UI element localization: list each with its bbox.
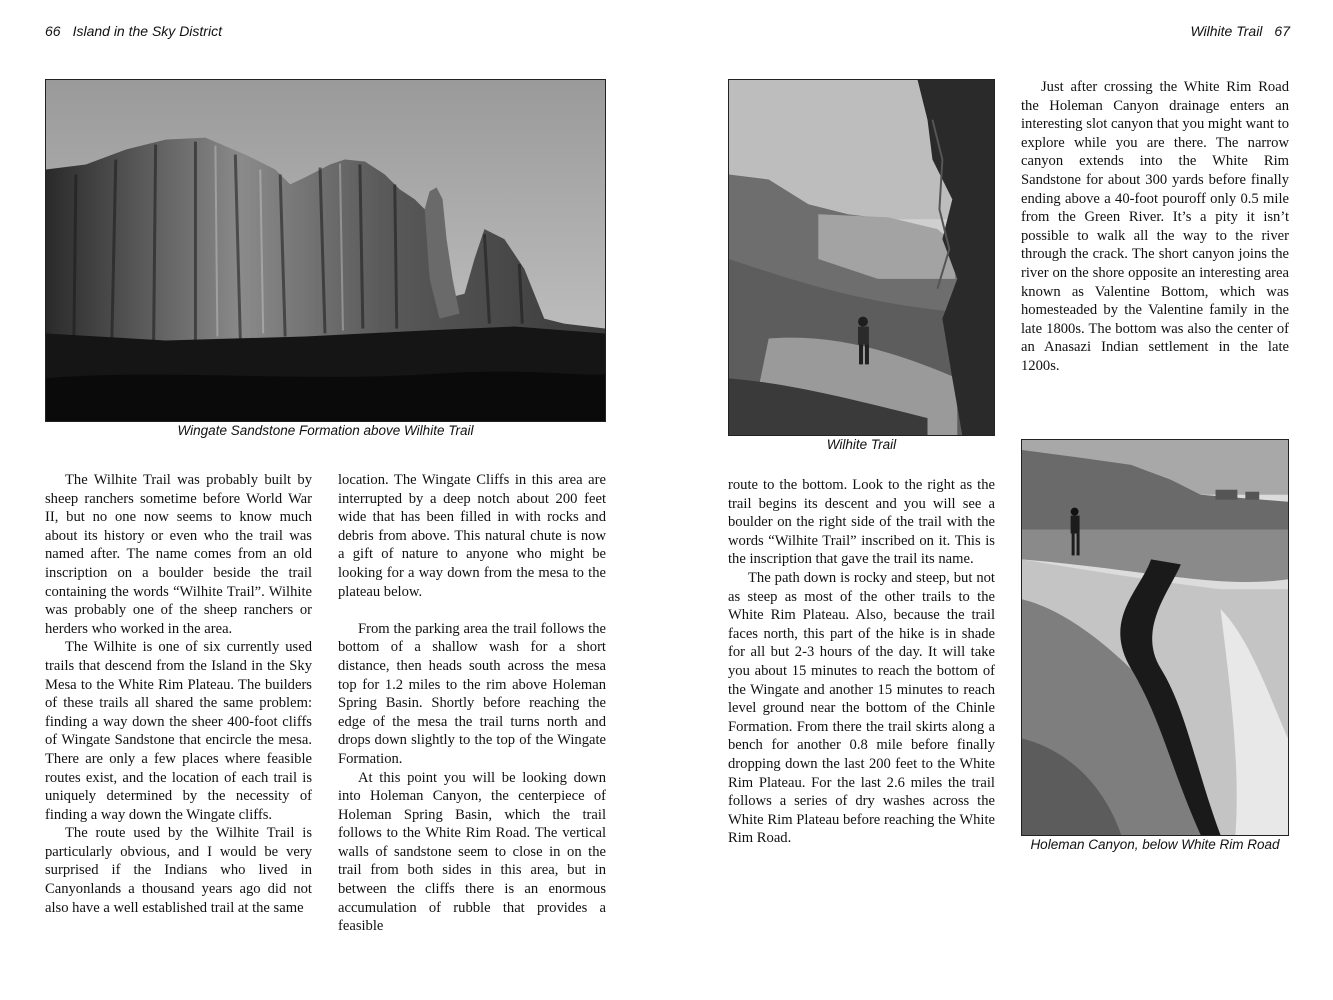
left-page-column-1: [45, 471, 312, 917]
page-number-left: 66: [45, 23, 61, 39]
paragraph: The Wilhite is one of six currently used trails that descend from the Island in the Sky Mesa to the White Rim Plateau. The builders of these trails all shared the same problem: finding a way down the sheer 400-foot cliffs of Wingate Sandstone that encircle the mesa. There are only a few places where feasible routes exist, and the location of each trail is uniquely determined by the necessity of finding a way down the Wingate cliffs.: [45, 639, 312, 823]
paragraph: route to the bottom. Look to the right as the trail begins its descent and you will see a boulder on the right side of the trail with the words “Wilhite Trail” inscribed on it. This is the inscription that gave the trail its name.: [728, 477, 995, 568]
wilhite-trail-photo: [728, 79, 995, 436]
right-page-column-2: [1021, 78, 1289, 376]
paragraph: The Wilhite Trail was probably built by sheep ranchers sometime before World War II, but no one now seems to know much about its history or even who the trail was named after. The name comes from an old inscription on a boulder beside the trail containing the words “Wilhite Trail”. Wilhite was probably one of the sheep ranchers or herders who worked in the area.: [45, 472, 312, 637]
running-header-right: [1190, 23, 1290, 39]
holeman-photo-caption: Holeman Canyon, below White Rim Road: [1030, 837, 1280, 852]
paragraph: The route used by the Wilhite Trail is particularly obvious, and I would be very surprised if the Indians who lived in Canyonlands a thousand years ago did not also have a well established trail at the same: [45, 825, 312, 916]
left-page-column-2: [338, 471, 606, 936]
wilhite-photo-caption: Wilhite Trail: [826, 437, 897, 452]
paragraph: From the parking area the trail follows the bottom of a shallow wash for a short distance, then heads south across the mesa top for 1.2 miles to the rim above Holeman Spring Basin. Shortly before reaching the edge of the mesa the trail turns north and drops down slightly to the top of the Wingate Formation.: [338, 620, 606, 767]
paragraph: Just after crossing the White Rim Road the Holeman Canyon drainage enters an interesting slot canyon that you might want to explore while you are there. The narrow canyon extends into the White Rim Sandstone for about 300 yards before finally ending above a 40-foot pouroff only 0.5 mile from the Green River. It’s a pity it isn’t possible to walk all the way to the river through the crack. The short canyon joins the river on the shore opposite an interesting area known as Valentine Bottom, which was homesteaded by the Valentine family in the late 1800s. The bottom was also the center of an Anasazi Indian settlement in the late 1200s.: [1021, 79, 1289, 374]
paragraph: location. The Wingate Cliffs in this area are interrupted by a deep notch about 200 feet wide that has been filled in with rocks and debris from above. This natural chute is now a gift of nature to anyone who might be looking for a way down from the mesa to the plateau below.: [338, 472, 606, 600]
right-page-column-1: [728, 476, 995, 848]
chapter-title-right: Wilhite Trail: [1190, 23, 1263, 39]
paragraph: At this point you will be looking down into Holeman Canyon, the centerpiece of Holeman Spring Basin, which the trail follows to the White Rim Road. The vertical walls of sandstone seem to close in on the trail from both sides in this area, but in between the cliffs there is an enormous accumulation of rubble that provides a feasible: [338, 769, 606, 935]
wingate-photo-caption: Wingate Sandstone Formation above Wilhite Trail: [177, 423, 474, 438]
wingate-sandstone-photo: [45, 79, 606, 422]
section-title-left: Island in the Sky District: [72, 23, 222, 39]
holeman-canyon-photo: [1021, 439, 1289, 836]
page-number-right: 67: [1274, 23, 1290, 39]
running-header-left: [45, 23, 222, 39]
paragraph: The path down is rocky and steep, but not as steep as most of the other trails to the White Rim Plateau. Also, because the trail faces north, this part of the hike is in shade for all but 2-3 hours of the day. It will take you about 15 minutes to reach the bottom of the Wingate and another 15 minutes to reach level ground near the bottom of the Chinle Formation. From there the trail skirts along a bench for another 0.8 mile before finally dropping down the last 200 feet to the White Rim Plateau. For the last 2.6 miles the trail follows a series of dry washes across the White Rim Plateau before reaching the White Rim Road.: [728, 569, 995, 847]
